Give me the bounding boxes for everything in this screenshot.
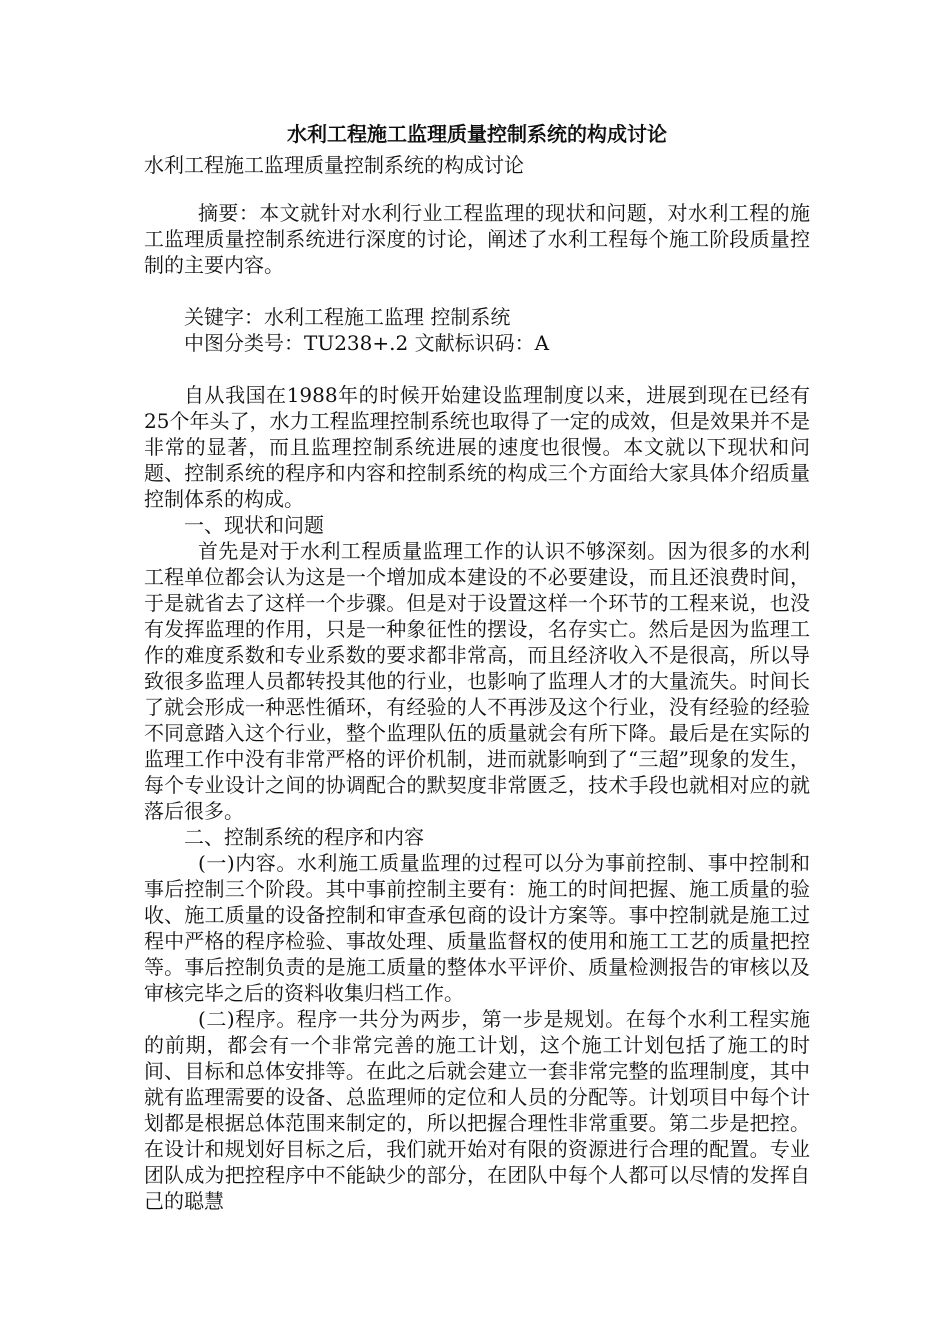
section-2-procedure-paragraph: (二)程序。程序一共分为两步，第一步是规划。在每个水利工程实施的前期，都会有一个非常完善的施工计划，这个施工计划包括了施工的时间、目标和总体安排等。在此之后就会建立一套非常完整的监理制度，其中就有监理需要的设备、总监理师的定位和人员的分配等。计划项目中每个计划都是根据总体范围来制定的，所以把握合理性非常重要。第二步是把控。在设计和规划好目标之后，我们就开始对有限的资源进行合理的配置。专业团队成为把控程序中不能缺少的部分，在团队中每个人都可以尽情的发挥自己的聪慧 bbox=[144, 1007, 810, 1213]
classification-line: 中图分类号：TU238+.2 文献标识码：A bbox=[184, 331, 550, 355]
section-heading-2: 二、控制系统的程序和内容 bbox=[184, 825, 424, 849]
document-body bbox=[144, 118, 810, 1214]
intro-paragraph: 自从我国在1988年的时候开始建设监理制度以来，进展到现在已经有25个年头了，水力工程监理控制系统也取得了一定的成效，但是效果并不是非常的显著，而且监理控制系统进展的速度也很慢。本文就以下现状和问题、控制系统的程序和内容和控制系统的构成三个方面给大家具体介绍质量控制体系的构成。 bbox=[144, 383, 810, 511]
spacer bbox=[144, 356, 810, 382]
document-subtitle: 水利工程施工监理质量控制系统的构成讨论 bbox=[144, 153, 524, 177]
section-1-paragraph: 首先是对于水利工程质量监理工作的认识不够深刻。因为很多的水利工程单位都会认为这是一个增加成本建设的不必要建设，而且还浪费时间，于是就省去了这样一个步骤。但是对于设置这样一个环节的工程来说，也没有发挥监理的作用，只是一种象征性的摆设，名存实亡。然后是因为监理工作的难度系数和专业系数的要求都非常高，而且经济收入不是很高，所以导致很多监理人员都转投其他的行业，也影响了监理人才的大量流失。时间长了就会形成一种恶性循环，有经验的人不再涉及这个行业，没有经验的经验不同意踏入这个行业，整个监理队伍的质量就会有所下降。最后是在实际的监理工作中没有非常严格的评价机制，进而就影响到了“三超”现象的发生，每个专业设计之间的协调配合的默契度非常匮乏，技术手段也就相对应的就落后很多。 bbox=[144, 539, 810, 823]
spacer bbox=[144, 278, 810, 304]
abstract-paragraph: 摘要：本文就针对水利行业工程监理的现状和问题，对水利工程的施工监理质量控制系统进行深度的讨论，阐述了水利工程每个施工阶段质量控制的主要内容。 bbox=[144, 201, 810, 277]
keywords-line: 关键字：水利工程施工监理 控制系统 bbox=[184, 305, 511, 329]
spacer bbox=[144, 178, 810, 200]
section-2-content-paragraph: (一)内容。水利施工质量监理的过程可以分为事前控制、事中控制和事后控制三个阶段。其中事前控制主要有：施工的时间把握、施工质量的验收、施工质量的设备控制和审查承包商的设计方案等。事中控制就是施工过程中严格的程序检验、事故处理、质量监督权的使用和施工工艺的质量把控等。事后控制负责的是施工质量的整体水平评价、质量检测报告的审核以及审核完毕之后的资料收集归档工作。 bbox=[144, 851, 810, 1005]
document-title: 水利工程施工监理质量控制系统的构成讨论 bbox=[287, 122, 667, 146]
section-heading-1: 一、现状和问题 bbox=[184, 513, 324, 537]
